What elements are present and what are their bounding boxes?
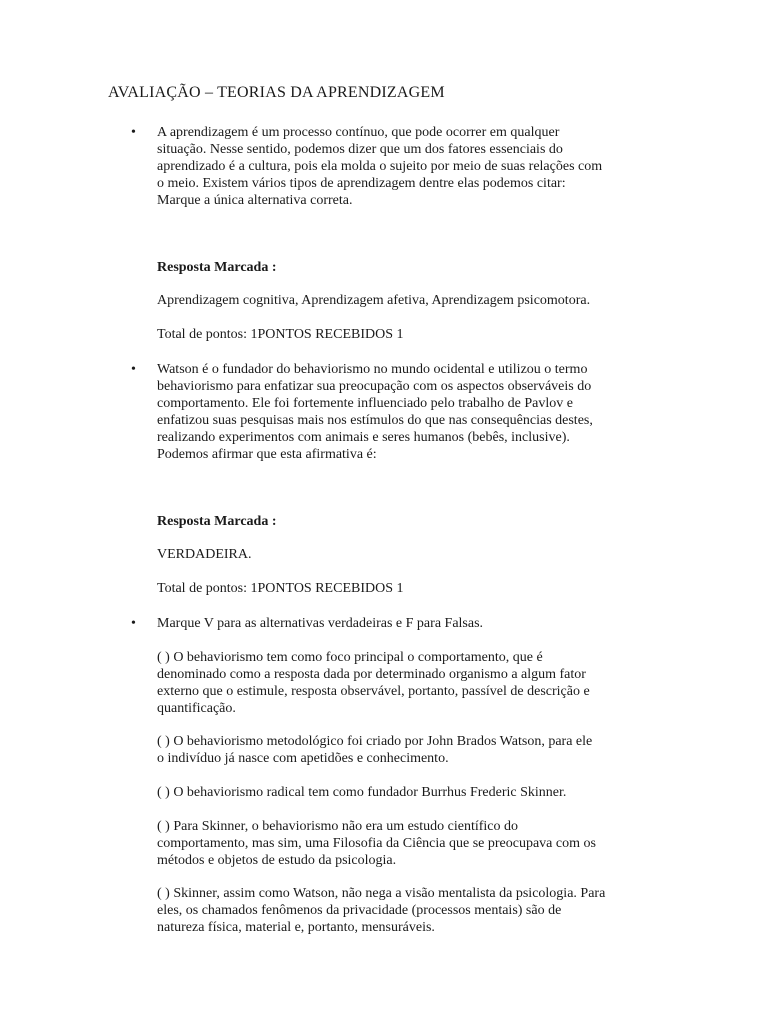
text-line: aprendizado é a cultura, pois ela molda o sujeito por meio de suas relações com <box>157 159 603 174</box>
text-line: Watson é o fundador do behaviorismo no mundo ocidental e utilizou o termo <box>157 362 588 377</box>
question-3-item-3 <box>157 784 657 801</box>
question-2-text <box>157 361 657 463</box>
document-title: AVALIAÇÃO – TEORIAS DA APRENDIZAGEM <box>108 84 445 101</box>
text-line: ( ) Para Skinner, o behaviorismo não era um estudo científico do <box>157 819 519 834</box>
text-line: ( ) Skinner, assim como Watson, não nega a visão mentalista da psicologia. Para <box>157 886 606 901</box>
bullet-q2: • <box>131 362 136 377</box>
text-line: A aprendizagem é um processo contínuo, que pode ocorrer em qualquer <box>157 125 560 140</box>
text-line: realizando experimentos com animais e seres humanos (bebês, inclusive). <box>157 430 570 445</box>
bullet-q1: • <box>131 125 136 140</box>
question-3-intro: Marque V para as alternativas verdadeiras e F para Falsas. <box>157 616 484 631</box>
text-line: externo que o estimule, resposta observável, portanto, passível de descrição e <box>157 684 590 699</box>
text-line: ( ) O behaviorismo radical tem como fundador Burrhus Frederic Skinner. <box>157 785 567 800</box>
text-line: o indivíduo já nasce com apetidões e conhecimento. <box>157 751 449 766</box>
text-line: situação. Nesse sentido, podemos dizer que um dos fatores essenciais do <box>157 142 563 157</box>
question-3-item-2 <box>157 733 657 767</box>
bullet-q3: • <box>131 616 136 631</box>
text-line: eles, os chamados fenômenos da privacidade (processos mentais) são de <box>157 903 562 918</box>
text-line: behaviorismo para enfatizar sua preocupação com os aspectos observáveis do <box>157 379 592 394</box>
text-line: ( ) O behaviorismo tem como foco principal o comportamento, que é <box>157 650 543 665</box>
question-2-answer-label: Resposta Marcada : <box>157 514 277 529</box>
text-line: denominado como a resposta dada por determinado organismo a algum fator <box>157 667 586 682</box>
question-3-item-1 <box>157 649 657 717</box>
question-1-text <box>157 124 657 209</box>
text-line: natureza física, material e, portanto, mensuráveis. <box>157 920 435 935</box>
question-3-item-5 <box>157 885 657 936</box>
question-2-score: Total de pontos: 1PONTOS RECEBIDOS 1 <box>157 581 404 596</box>
question-1-answer: Aprendizagem cognitiva, Aprendizagem afetiva, Aprendizagem psicomotora. <box>157 293 591 308</box>
question-2-answer: VERDADEIRA. <box>157 547 252 562</box>
question-3-item-4 <box>157 818 657 869</box>
text-line: comportamento, mas sim, uma Filosofia da Ciência que se preocupava com os <box>157 836 596 851</box>
text-line: Marque a única alternativa correta. <box>157 193 353 208</box>
question-1-score: Total de pontos: 1PONTOS RECEBIDOS 1 <box>157 327 404 342</box>
text-line: ( ) O behaviorismo metodológico foi criado por John Brados Watson, para ele <box>157 734 593 749</box>
text-line: comportamento. Ele foi fortemente influenciado pelo trabalho de Pavlov e <box>157 396 573 411</box>
text-line: enfatizou suas pesquisas mais nos estímulos do que nas consequências destes, <box>157 413 593 428</box>
text-line: métodos e objetos de estudo da psicologia. <box>157 853 397 868</box>
text-line: quantificação. <box>157 701 236 716</box>
text-line: Podemos afirmar que esta afirmativa é: <box>157 447 377 462</box>
question-1-answer-label: Resposta Marcada : <box>157 260 277 275</box>
text-line: o meio. Existem vários tipos de aprendizagem dentre elas podemos citar: <box>157 176 566 191</box>
